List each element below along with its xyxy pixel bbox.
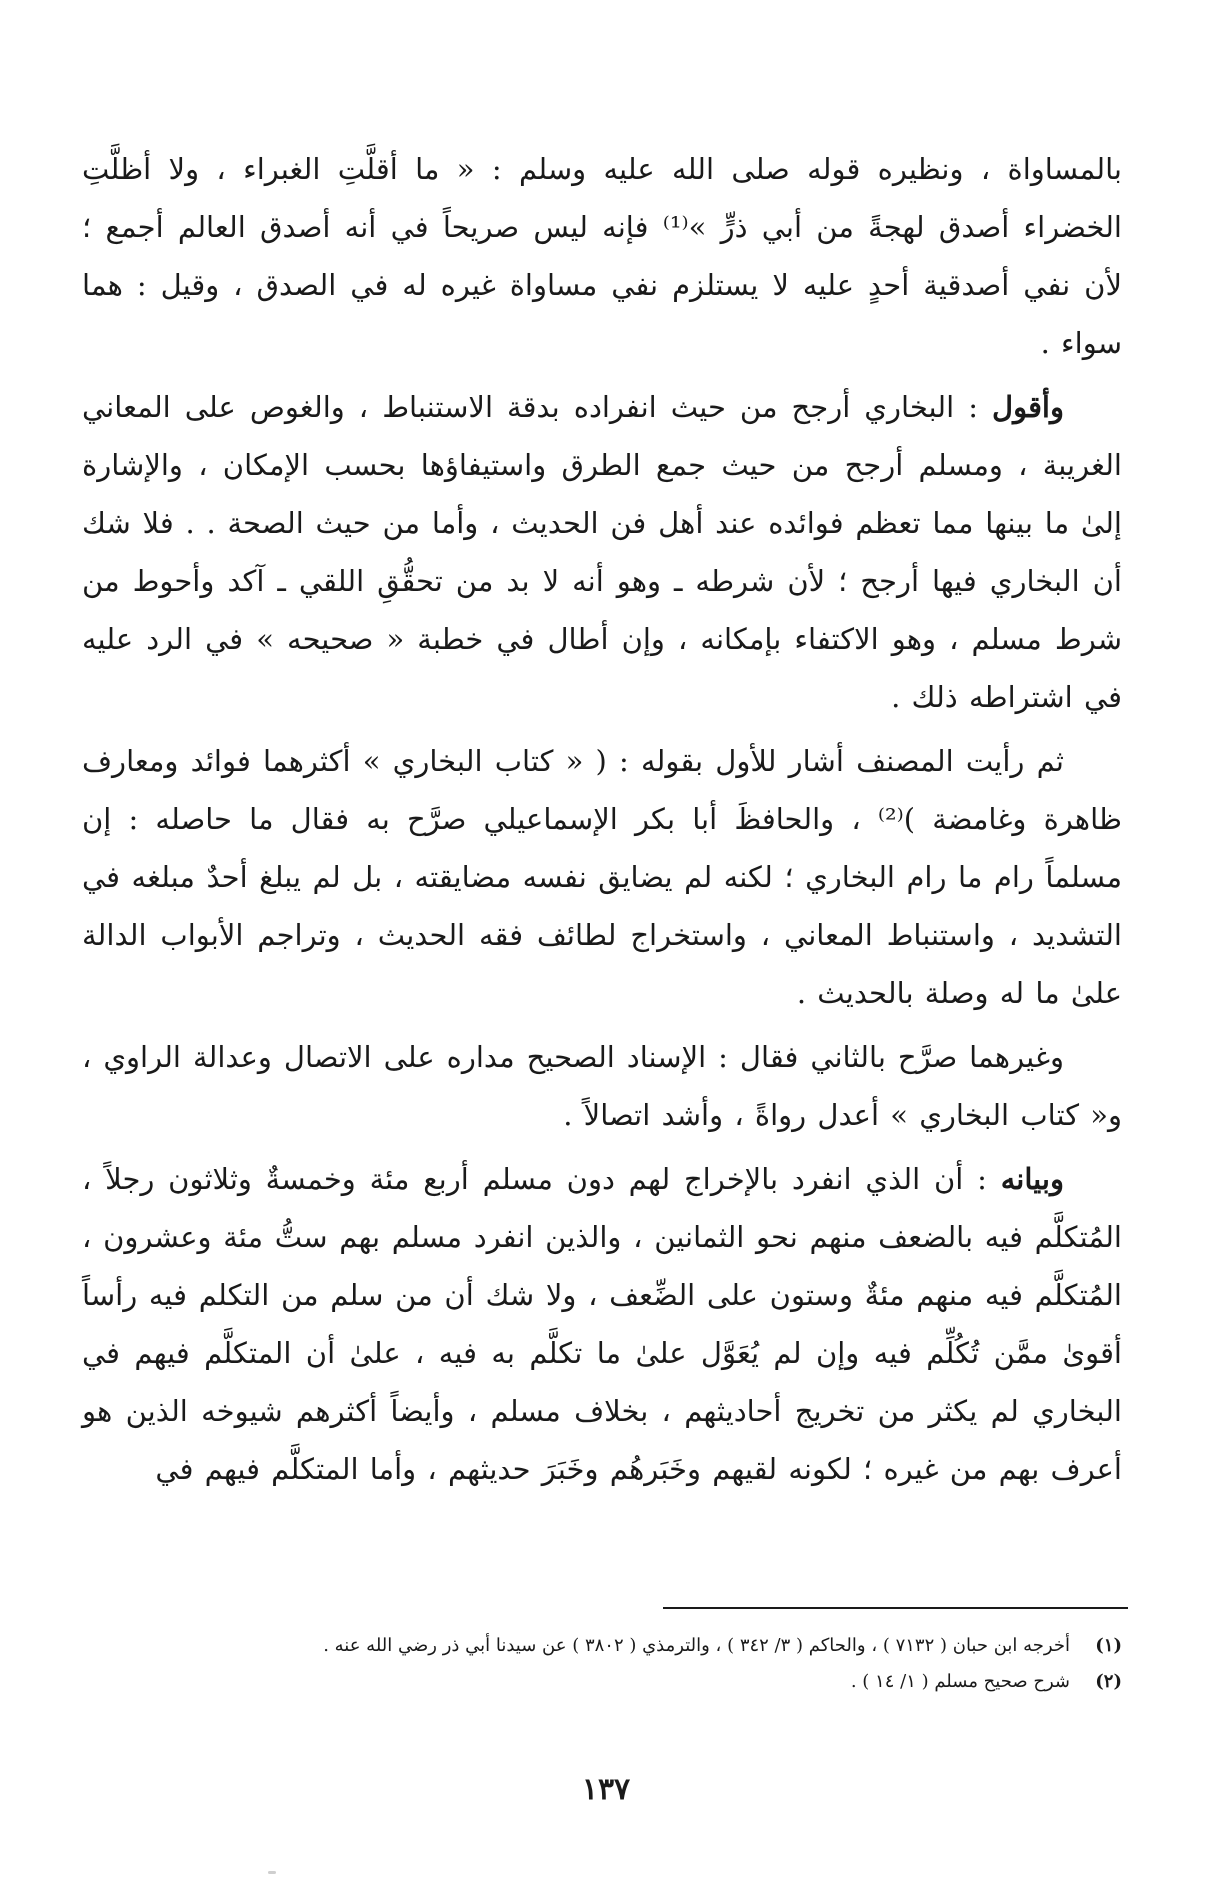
footnote-2 <box>82 1664 1122 1700</box>
footnote-1-number: (١) <box>1095 1635 1122 1656</box>
footnote-1 <box>82 1628 1122 1664</box>
paragraph-1-text: بالمساواة ، ونظيره قوله صلى الله عليه وسلم : « ما أقلَّتِ الغبراء ، ولا أظلَّتِ الخضراء أصدق لهجةً من أبي ذرٍّ »⁽¹⁾ فإنه ليس صريحاً في أنه أصدق العالم أجمع ؛ لأن نفي أصدقية أحدٍ عليه لا يستلزم نفي مساواة غيره له في الصدق ، وقيل : هما سواء . <box>82 152 1122 360</box>
paragraph-4 <box>82 1028 1122 1144</box>
footnote-1-text: أخرجه ابن حبان ( ٧١٣٢ ) ، والحاكم ( ٣/ ٣٤٢ ) ، والترمذي ( ٣٨٠٢ ) عن سيدنا أبي ذر رضي الله عنه . <box>323 1635 1070 1656</box>
footnote-2-text: شرح صحيح مسلم ( ١/ ١٤ ) . <box>850 1671 1070 1692</box>
paragraph-2 <box>82 378 1122 726</box>
paragraph-1 <box>82 140 1122 372</box>
page-number: ١٣٧ <box>581 1772 631 1807</box>
paragraph-5-lead: وبيانه <box>1000 1162 1064 1196</box>
paragraph-3 <box>82 732 1122 1022</box>
paragraph-5 <box>82 1150 1122 1498</box>
paragraph-4-text: وغيرهما صرَّح بالثاني فقال : الإسناد الصحيح مداره على الاتصال وعدالة الراوي ، و« كتاب البخاري » أعدل رواةً ، وأشد اتصالاً . <box>82 1040 1122 1132</box>
paragraph-2-lead: وأقول <box>992 390 1064 424</box>
main-text <box>82 140 1122 1504</box>
footnote-2-number: (٢) <box>1095 1671 1122 1692</box>
paragraph-2-text: : البخاري أرجح من حيث انفراده بدقة الاستنباط ، والغوص على المعاني الغريبة ، ومسلم أرجح من حيث جمع الطرق واستيفاؤها بحسب الإمكان ، والإشارة إلىٰ ما بينها مما تعظم فوائده عند أهل فن الحديث ، وأما من حيث الصحة . . فلا شك أن البخاري فيها أرجح ؛ لأن شرطه ـ وهو أنه لا بد من تحقُّقِ اللقي ـ آكد وأحوط من شرط مسلم ، وهو الاكتفاء بإمكانه ، وإن أطال في خطبة « صحيحه » في الرد عليه في اشتراطه ذلك . <box>82 390 1122 714</box>
footnote-separator <box>663 1607 1128 1609</box>
footnotes <box>82 1628 1122 1700</box>
scan-speck <box>268 1871 276 1874</box>
paragraph-5-text: : أن الذي انفرد بالإخراج لهم دون مسلم أربع مئة وخمسةٌ وثلاثون رجلاً ، المُتكلَّم فيه بالضعف منهم نحو الثمانين ، والذين انفرد مسلم بهم ستُّ مئة وعشرون ، المُتكلَّم فيه منهم مئةٌ وستون على الضِّعف ، ولا شك أن من سلم من التكلم فيه رأساً أقوىٰ ممَّن تُكُلِّم فيه وإن لم يُعَوَّل علىٰ ما تكلَّم به فيه ، علىٰ أن المتكلَّم فيهم في البخاري لم يكثر من تخريج أحاديثهم ، بخلاف مسلم ، وأيضاً أكثرهم شيوخه الذين هو أعرف بهم من غيره ؛ لكونه لقيهم وخَبَرهُم وخَبَرَ حديثهم ، وأما المتكلَّم فيهم في <box>82 1162 1122 1486</box>
paragraph-3-text: ثم رأيت المصنف أشار للأول بقوله : ( « كتاب البخاري » أكثرهما فوائد ومعارف ظاهرة وغامضة )⁽²⁾ ، والحافظَ أبا بكر الإسماعيلي صرَّح به فقال ما حاصله : إن مسلماً رام ما رام البخاري ؛ لكنه لم يضايق نفسه مضايقته ، بل لم يبلغ أحدٌ مبلغه في التشديد ، واستنباط المعاني ، واستخراج لطائف فقه الحديث ، وتراجم الأبواب الدالة علىٰ ما له وصلة بالحديث . <box>82 744 1122 1010</box>
